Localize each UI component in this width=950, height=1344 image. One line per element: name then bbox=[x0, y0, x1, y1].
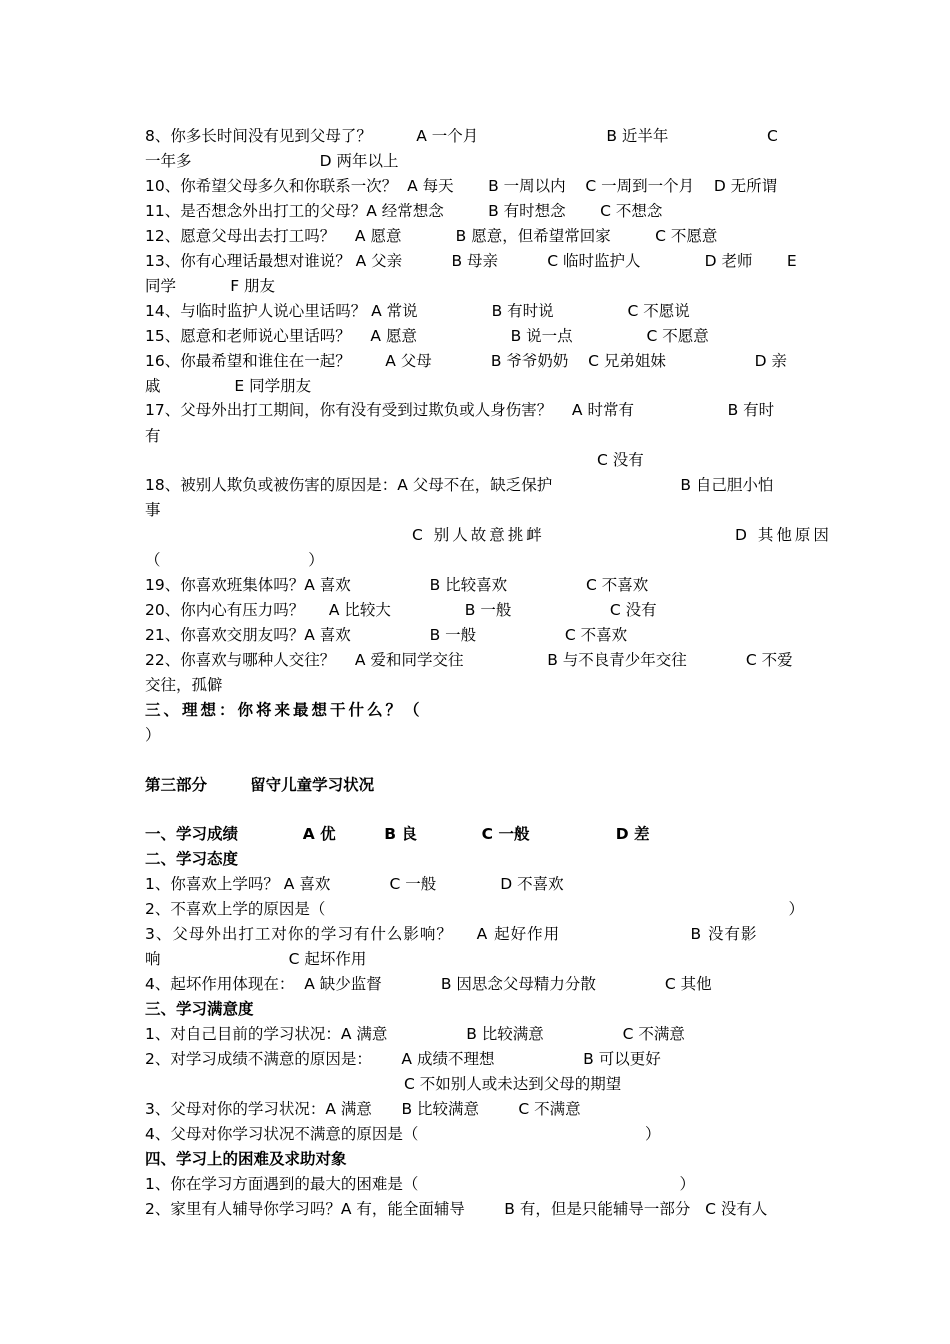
question-16-line-2: 戚 E 同学朋友 bbox=[145, 377, 312, 395]
question-15: 15、愿意和老师说心里话吗？ A 愿意 B 说一点 C 不愿意 bbox=[145, 327, 709, 345]
attitude-question-3-line-2: 响 C 起坏作用 bbox=[145, 950, 367, 968]
study-satisfaction-heading: 三、学习满意度 bbox=[145, 1000, 254, 1018]
part-three-title: 第三部分 留守儿童学习状况 bbox=[145, 776, 375, 794]
question-20: 20、你内心有压力吗？ A 比较大 B 一般 C 没有 bbox=[145, 601, 657, 619]
question-13-line-1: 13、你有心理话最想对谁说？ A 父亲 B 母亲 C 临时监护人 D 老师 E bbox=[145, 252, 797, 270]
question-16-line-1: 16、你最希望和谁住在一起？ A 父母 B 爷爷奶奶 C 兄弟姐妹 D 亲 bbox=[145, 352, 787, 370]
difficulties-heading: 四、学习上的困难及求助对象 bbox=[145, 1150, 347, 1168]
question-17-option-c: C 没有 bbox=[597, 451, 644, 469]
question-8-line-2: 一年多 D 两年以上 bbox=[145, 152, 399, 170]
satisfaction-question-4: 4、父母对你学习状况不满意的原因是（ ） bbox=[145, 1125, 661, 1143]
question-19: 19、你喜欢班集体吗？A 喜欢 B 比较喜欢 C 不喜欢 bbox=[145, 576, 649, 594]
question-12: 12、愿意父母出去打工吗？ A 愿意 B 愿意，但希望常回家 C 不愿意 bbox=[145, 227, 718, 245]
question-11: 11、是否想念外出打工的父母？A 经常想念 B 有时想念 C 不想念 bbox=[145, 202, 663, 220]
question-22-line-2: 交往，孤僻 bbox=[145, 676, 223, 694]
question-8-line-1: 8、你多长时间没有见到父母了？ A 一个月 B 近半年 C bbox=[145, 127, 778, 145]
question-17-line-2: 有 bbox=[145, 427, 161, 445]
difficulties-question-2: 2、家里有人辅导你学习吗？A 有，能全面辅导 B 有，但是只能辅导一部分 C 没有人 bbox=[145, 1200, 768, 1218]
question-21: 21、你喜欢交朋友吗？A 喜欢 B 一般 C 不喜欢 bbox=[145, 626, 628, 644]
question-18-line-1: 18、被别人欺负或被伤害的原因是：A 父母不在，缺乏保护 B 自己胆小怕 bbox=[145, 476, 774, 494]
question-18-blank: （ ） bbox=[145, 551, 324, 569]
attitude-question-2: 2、不喜欢上学的原因是（ ） bbox=[145, 900, 805, 918]
attitude-question-3-line-1: 3、父母外出打工对你的学习有什么影响？ A 起好作用 B 没有影 bbox=[145, 925, 758, 943]
section-ideal-blank: ） bbox=[145, 726, 161, 744]
difficulties-question-1: 1、你在学习方面遇到的最大的困难是（ ） bbox=[145, 1175, 695, 1193]
question-17-line-1: 17、父母外出打工期间，你有没有受到过欺负或人身伤害？ A 时常有 B 有时 bbox=[145, 401, 775, 419]
attitude-question-1: 1、你喜欢上学吗？ A 喜欢 C 一般 D 不喜欢 bbox=[145, 875, 564, 893]
question-13-line-2: 同学 F 朋友 bbox=[145, 277, 276, 295]
academic-grade: 一、学习成绩 A 优 B 良 C 一般 D 差 bbox=[145, 825, 650, 843]
question-14: 14、与临时监护人说心里话吗？ A 常说 B 有时说 C 不愿说 bbox=[145, 302, 690, 320]
question-22-line-1: 22、你喜欢与哪种人交往？ A 爱和同学交往 B 与不良青少年交往 C 不爱 bbox=[145, 651, 793, 669]
study-attitude-heading: 二、学习态度 bbox=[145, 850, 239, 868]
satisfaction-question-1: 1、对自己目前的学习状况：A 满意 B 比较满意 C 不满意 bbox=[145, 1025, 685, 1043]
satisfaction-question-3: 3、父母对你的学习状况：A 满意 B 比较满意 C 不满意 bbox=[145, 1100, 581, 1118]
question-10: 10、你希望父母多久和你联系一次？ A 每天 B 一周以内 C 一周到一个月 D 无所谓 bbox=[145, 177, 778, 195]
attitude-question-4: 4、起坏作用体现在： A 缺少监督 B 因思念父母精力分散 C 其他 bbox=[145, 975, 712, 993]
question-18-line-2: 事 bbox=[145, 501, 161, 519]
section-ideal-heading: 三、理想：你将来最想干什么？（ bbox=[145, 701, 423, 719]
satisfaction-question-2-option-c: C 不如别人或未达到父母的期望 bbox=[404, 1075, 622, 1093]
satisfaction-question-2-line-1: 2、对学习成绩不满意的原因是： A 成绩不理想 B 可以更好 bbox=[145, 1050, 661, 1068]
question-18-options-cd: C 别人故意挑衅 D 其他原因 bbox=[412, 526, 832, 544]
